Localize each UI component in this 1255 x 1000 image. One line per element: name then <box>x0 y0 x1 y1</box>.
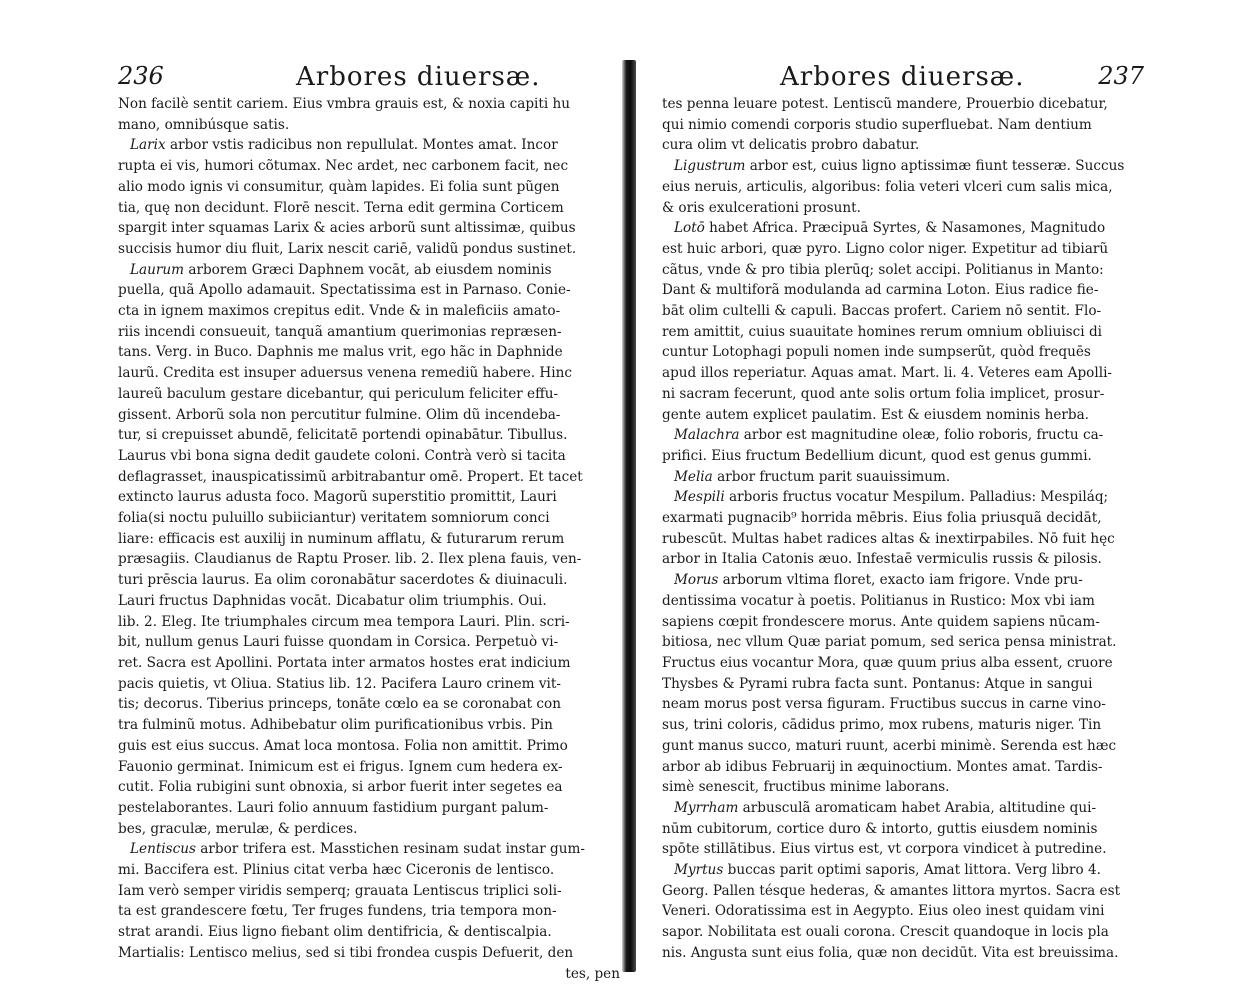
text-line <box>118 322 620 343</box>
text-line <box>118 674 620 695</box>
line-text: rubescūt. Multas habet radices altas & inextirpabiles. Nō fuit hęc <box>662 530 1115 547</box>
text-line <box>662 860 1144 881</box>
line-text: arbor ab idibus Februarij in æquinoctium. Montes amat. Tardis- <box>662 758 1103 775</box>
text-line <box>118 115 620 136</box>
running-title: Arbores diuersæ. <box>296 62 541 92</box>
line-text: est huic arbori, quæ pyro. Ligno color niger. Expetitur ad tibiarũ <box>662 240 1109 257</box>
line-text: habet Africa. Præcipuā Syrtes, & Nasamones, Magnitudo <box>704 220 1106 237</box>
line-text: bitiosa, nec vllum Quæ pariat pomum, sed serica pensa ministrat. <box>662 634 1117 651</box>
text-line <box>662 901 1144 922</box>
text-line <box>118 736 620 757</box>
text-line <box>662 218 1144 239</box>
line-text: Fauonio germinat. Inimicum est ei frigus. Ignem cum hedera ex- <box>118 758 563 775</box>
line-text: arborem Græci Daphnem vocāt, ab eiusdem nominis <box>184 261 552 278</box>
page-number: 236 <box>118 62 164 90</box>
text-line <box>118 881 620 902</box>
line-text: liare: efficacis est auxilij in numinum afflatu, & futurarum rerum <box>118 530 565 547</box>
page-header <box>662 60 1144 94</box>
text-line <box>662 715 1144 736</box>
text-line <box>662 384 1144 405</box>
text-line <box>118 715 620 736</box>
line-text: arborum vltima floret, exacto iam frigore. Vnde pru- <box>718 572 1083 589</box>
text-line <box>118 198 620 219</box>
text-line <box>118 529 620 550</box>
entry-headword: Mespili <box>674 489 725 506</box>
text-line <box>662 570 1144 591</box>
line-text: spōte stillātibus. Eius virtus est, vt corpora vindicet à putredine. <box>662 841 1107 858</box>
entry-headword: Ligustrum <box>674 158 746 175</box>
text-line <box>662 694 1144 715</box>
line-text: arbor est magnitudine oleæ, folio roboris, fructu ca- <box>739 427 1104 444</box>
running-title: Arbores diuersæ. <box>780 62 1025 92</box>
line-text: cta in ignem maximos crepitus edit. Vnde & in maleficiis amato- <box>118 303 561 320</box>
text-line <box>118 239 620 260</box>
text-line <box>662 632 1144 653</box>
line-text: qui nimio comendi corporis studio superfluebat. Nam dentium <box>662 116 1092 133</box>
text-line <box>118 487 620 508</box>
right-page <box>662 60 1144 964</box>
text-line <box>662 301 1144 322</box>
text-line <box>662 674 1144 695</box>
entry-headword: Malachra <box>674 427 740 444</box>
line-text: bes, graculæ, merulæ, & perdices. <box>118 820 358 837</box>
line-text: sus, trini coloris, cādidus primo, mox rubens, maturis niger. Tin <box>662 717 1102 734</box>
text-line <box>118 467 620 488</box>
text-line <box>662 757 1144 778</box>
line-text: gente autem explicet paulatim. Est & eiusdem nominis herba. <box>662 406 1090 423</box>
text-line <box>662 177 1144 198</box>
text-line <box>118 922 620 943</box>
line-text: strat arandi. Eius ligno fiebant olim dentifricia, & dentiscalpia. <box>118 924 552 941</box>
text-line <box>662 342 1144 363</box>
text-line <box>662 363 1144 384</box>
line-text: sapor. Nobilitata est ouali corona. Crescit quandoque in locis pla <box>662 924 1109 941</box>
text-line <box>118 280 620 301</box>
text-line <box>662 653 1144 674</box>
line-text: tis; decorus. Tiberius princeps, tonāte cœlo ea se coronabat con <box>118 696 561 713</box>
line-text: cãtus, vnde & pro tibia plerūq; solet accipi. Politianus in Manto: <box>662 261 1104 278</box>
line-text: laurũ. Credita est insuper aduersus venena remediũ habere. Hinc <box>118 365 572 382</box>
line-text: puella, quã Apollo adamauit. Spectatissima est in Parnaso. Conie- <box>118 282 571 299</box>
line-text: pacis quietis, vt Oliua. Statius lib. 12. Pacifera Lauro crinem vit- <box>118 675 561 692</box>
text-line <box>118 591 620 612</box>
text-line <box>118 425 620 446</box>
text-line <box>118 446 620 467</box>
text-line <box>118 612 620 633</box>
text-line <box>118 508 620 529</box>
line-text: tes penna leuare potest. Lentiscũ mandere, Prouerbio dicebatur, <box>662 96 1108 112</box>
text-line <box>118 943 620 964</box>
text-line <box>662 591 1144 612</box>
text-line <box>662 819 1144 840</box>
entry-headword: Myrrham <box>674 799 739 816</box>
line-text: guis est eius succus. Amat loca montosa. Folia non amittit. Primo <box>118 737 568 754</box>
page-header <box>118 60 620 94</box>
line-text: cuntur Lotophagi populi nomen inde sumpserũt, quòd frequēs <box>662 344 1091 361</box>
line-text: arbor vstis radicibus non repullulat. Montes amat. Incor <box>165 137 558 154</box>
line-text: pestelaborantes. Lauri folio annuum fastidium purgant palum- <box>118 799 549 816</box>
text-line <box>662 467 1144 488</box>
text-line <box>662 798 1144 819</box>
text-line <box>118 819 620 840</box>
entry-headword: Melia <box>674 468 713 485</box>
text-line <box>662 487 1144 508</box>
entry-headword: Larix <box>130 137 166 154</box>
text-line <box>662 405 1144 426</box>
line-text: nis. Angusta sunt eius folia, quæ non decidūt. Vita est breuissima. <box>662 944 1119 961</box>
line-text: mano, omnibúsque satis. <box>118 116 290 133</box>
text-line <box>118 757 620 778</box>
book-gutter <box>622 60 636 972</box>
line-text: rupta ei vis, humori cõtumax. Nec ardet, nec carbonem facit, nec <box>118 158 569 175</box>
line-text: Non facilè sentit cariem. Eius vmbra grauis est, & noxia capiti hu <box>118 96 571 112</box>
line-text: cutit. Folia rubigini sunt obnoxia, si arbor fuerit inter segetes ea <box>118 779 563 796</box>
line-text: rem amittit, cuius suauitate homines rerum omnium obliuisci di <box>662 323 1102 340</box>
text-line <box>662 881 1144 902</box>
line-text: alio modo ignis vi consumitur, quàm lapides. Ei folia sunt pũgen <box>118 178 560 195</box>
text-line <box>118 798 620 819</box>
line-text: dentissima vocatur à poetis. Politianus in Rustico: Mox vbi iam <box>662 592 1095 609</box>
line-text: bit, nullum genus Lauri fuisse quondam in Corsica. Perpetuò vi- <box>118 634 559 651</box>
line-text: mi. Baccifera est. Plinius citat verba hæc Ciceronis de lentisco. <box>118 862 555 879</box>
line-text: riis incendi consueuit, tanquã amantium querimonias repræsen- <box>118 323 562 340</box>
line-text: neam morus post versa figuram. Fructibus succus in carne vino- <box>662 696 1106 713</box>
line-text: nūm cubitorum, cortice duro & intorto, guttis eiusdem nominis <box>662 820 1098 837</box>
text-block <box>662 94 1144 964</box>
line-text: cura olim vt delicatis probro dabatur. <box>662 137 920 154</box>
line-text: arbor est, cuius ligno aptissimæ fiunt tesseræ. Succus <box>745 158 1125 175</box>
text-line <box>118 549 620 570</box>
line-text: succisis humor diu fluit, Larix nescit cariē, validũ pondus sustinet. <box>118 240 577 257</box>
text-line <box>118 218 620 239</box>
line-text: tur, si crepuisset abundē, felicitatē portendi opinabātur. Tibullus. <box>118 427 568 444</box>
text-line <box>662 322 1144 343</box>
line-text: tans. Verg. in Buco. Daphnis me malus vrit, ego hãc in Daphnide <box>118 344 563 361</box>
line-text: deflagrasset, inauspicatissimũ arbitrabantur omē. Propert. Et tacet <box>118 468 583 485</box>
text-line <box>118 363 620 384</box>
text-line <box>662 612 1144 633</box>
text-line <box>662 198 1144 219</box>
line-text: Thysbes & Pyrami rubra facta sunt. Pontanus: Atque in sangui <box>662 675 1093 692</box>
text-line <box>118 694 620 715</box>
line-text: gunt manus succo, maturi ruunt, acerbi minimè. Serenda est hæc <box>662 737 1117 754</box>
text-line <box>662 280 1144 301</box>
line-text: ta est grandescere fœtu, Ter fruges fundens, tria tempora mon- <box>118 903 557 920</box>
text-line <box>662 549 1144 570</box>
entry-headword: Myrtus <box>674 862 724 879</box>
text-line <box>662 922 1144 943</box>
text-line <box>118 860 620 881</box>
text-line <box>662 425 1144 446</box>
text-line <box>118 901 620 922</box>
text-line <box>118 260 620 281</box>
line-text: exarmati pugnacib⁹ horrida mēbris. Eius folia priusquã decidāt, <box>662 510 1102 527</box>
line-text: tra fulminũ motus. Adhibebatur olim purificationibus vrbis. Pin <box>118 717 553 734</box>
line-text: Georg. Pallen tésque hederas, & amantes littora myrtos. Sacra est <box>662 882 1121 899</box>
line-text: arboris fructus vocatur Mespilum. Palladius: Mespiláq; <box>724 489 1109 506</box>
text-line <box>118 156 620 177</box>
line-text: Veneri. Odoratissima est in Aegypto. Eius oleo inest quidam vini <box>662 903 1105 920</box>
text-line <box>118 135 620 156</box>
line-text: apud illos reperiatur. Aquas amat. Mart. li. 4. Veteres eam Apolli- <box>662 365 1113 382</box>
line-text: folia(si noctu puluillo subiiciantur) veritatem somniorum conci <box>118 510 550 527</box>
text-line <box>118 777 620 798</box>
line-text: arbor in Italia Catonis æuo. Infestaē vermiculis russis & pilosis. <box>662 551 1102 568</box>
line-text: eius neruis, articulis, algoribus: folia veteri vlceri cum salis mica, <box>662 178 1113 195</box>
left-page <box>118 60 620 984</box>
text-line <box>118 384 620 405</box>
text-line <box>662 508 1144 529</box>
line-text: arbor trifera est. Masstichen resinam sudat instar gum- <box>195 841 585 858</box>
line-text: gissent. Arborũ sola non percutitur fulmine. Olim dũ incendeba- <box>118 406 561 423</box>
line-text: Iam verò semper viridis semperq; grauata Lentiscus triplici soli- <box>118 882 562 899</box>
entry-headword: Morus <box>674 572 719 589</box>
line-text: Fructus eius vocantur Mora, quæ quum prius alba essent, cruore <box>662 654 1113 671</box>
line-text: arbusculã aromaticam habet Arabia, altitudine qui- <box>738 799 1097 816</box>
text-line <box>118 570 620 591</box>
line-text: laureũ baculum gestare dicebantur, qui periculum feliciter effu- <box>118 385 559 402</box>
text-line <box>118 653 620 674</box>
line-text: prifici. Eius fructum Bedellium dicunt, quod est genus gummi. <box>662 447 1092 464</box>
line-text: extincto laurus adusta foco. Magorũ superstitio promittit, Lauri <box>118 489 557 506</box>
line-text: spargit inter squamas Larix & acies arborũ sunt altissimæ, quibus <box>118 220 576 237</box>
line-text: lib. 2. Eleg. Ite triumphales circum mea tempora Lauri. Plin. scri- <box>118 613 570 630</box>
text-line <box>662 839 1144 860</box>
text-line <box>118 632 620 653</box>
line-text: turi prēscia laurus. Ea olim coronabātur sacerdotes & diuinaculi. <box>118 572 568 589</box>
entry-headword: Lentiscus <box>130 841 196 858</box>
text-line <box>662 135 1144 156</box>
line-text: arbor fructum parit suauissimum. <box>712 468 951 485</box>
line-text: bāt olim cultelli & capuli. Baccas profert. Cariem nō sentit. Flo- <box>662 303 1102 320</box>
line-text: buccas parit optimi saporis, Amat littora. Verg libro 4. <box>723 862 1101 879</box>
text-line <box>662 777 1144 798</box>
text-block <box>118 94 620 964</box>
entry-headword: Laurum <box>130 261 185 278</box>
text-line <box>662 94 1144 115</box>
text-line <box>118 839 620 860</box>
text-line <box>662 446 1144 467</box>
line-text: tia, quę non decidunt. Florē nescit. Terna edit germina Corticem <box>118 199 564 216</box>
text-line <box>662 156 1144 177</box>
text-line <box>118 405 620 426</box>
text-line <box>118 94 620 115</box>
text-line <box>118 301 620 322</box>
text-line <box>662 943 1144 964</box>
entry-headword: Lotō <box>674 220 705 237</box>
text-line <box>662 239 1144 260</box>
line-text: Dant & multiforã modulanda ad carmina Loton. Eius radice fie- <box>662 282 1099 299</box>
line-text: & oris exulcerationi prosunt. <box>662 199 861 216</box>
text-line <box>662 115 1144 136</box>
text-line <box>118 342 620 363</box>
line-text: præsagiis. Claudianus de Raptu Proser. lib. 2. Ilex plena fauis, ven- <box>118 551 582 568</box>
line-text: sapiens cœpit frondescere morus. Ante quidem sapiens nūcam- <box>662 613 1100 630</box>
line-text: ret. Sacra est Apollini. Portata inter armatos hostes erat indicium <box>118 654 571 671</box>
line-text: Laurus vbi bona signa dedit gaudete coloni. Contrà verò si tacita <box>118 447 566 464</box>
text-line <box>662 736 1144 757</box>
catchword: tes, pen <box>565 965 620 982</box>
text-line <box>662 260 1144 281</box>
line-text: Lauri fructus Daphnidas vocāt. Dicabatur olim triumphis. Oui. <box>118 592 547 609</box>
text-line <box>662 529 1144 550</box>
page-number: 237 <box>1098 62 1144 90</box>
line-text: ni sacram fecerunt, quod ante solis ortum folia implicet, prosur- <box>662 385 1105 402</box>
text-line <box>118 177 620 198</box>
line-text: simè senescit, fructibus minime laborans. <box>662 779 950 796</box>
line-text: Martialis: Lentisco melius, sed si tibi frondea cuspis Defuerit, den <box>118 944 574 961</box>
